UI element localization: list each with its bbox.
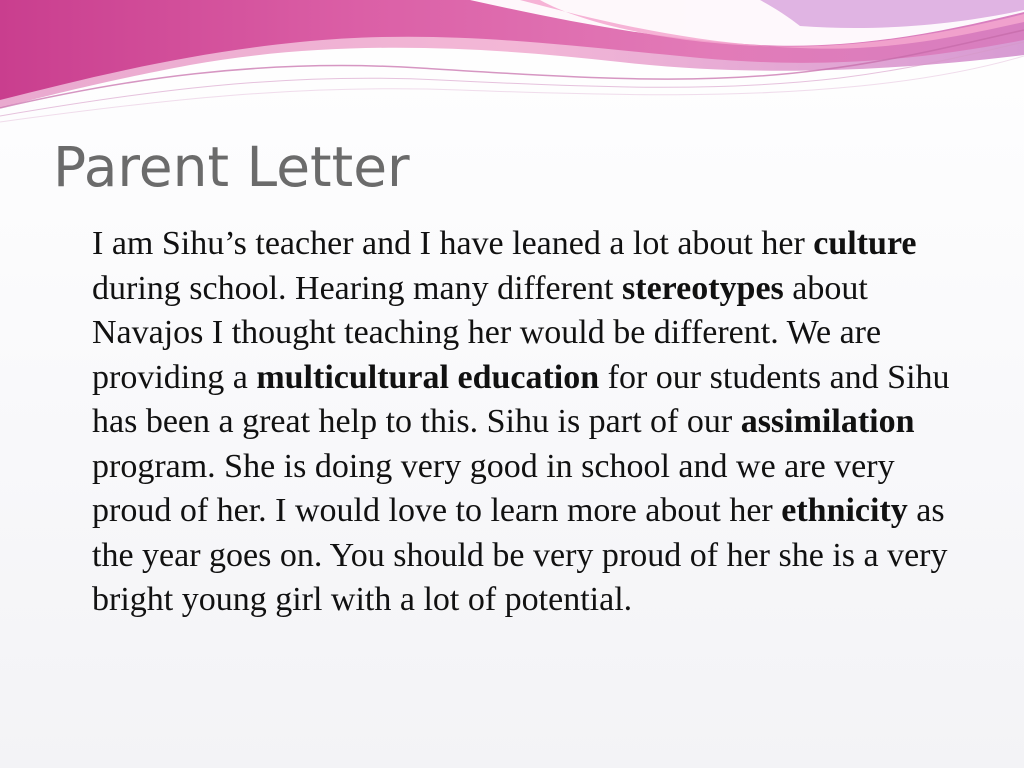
header-wave-decoration [0,0,1024,125]
keyword-bold: culture [813,225,917,262]
keyword-bold: stereotypes [622,269,784,307]
keyword-bold: ethnicity [781,492,908,529]
slide-title: Parent Letter [53,135,410,199]
letter-paragraph [92,222,972,623]
text-segment: I am Sihu’s teacher and I have leaned a lot about her [92,225,814,262]
text-segment: about Navajos I thought teaching her would be different. We are providing a [92,269,882,396]
text-segment: for our students and Sihu has been a great help to this. Sihu is part of our [92,358,950,440]
text-segment: during school. Hearing many different [92,269,623,307]
keyword-bold: assimilation [740,403,915,440]
keyword-bold: multicultural education [256,358,600,396]
text-segment: as the year goes on. You should be very proud of her she is a very bright young girl with a lot of potential. [92,492,948,618]
text-segment: program. She is doing very good in school and we are very proud of her. I would love to learn more about her [92,447,895,529]
